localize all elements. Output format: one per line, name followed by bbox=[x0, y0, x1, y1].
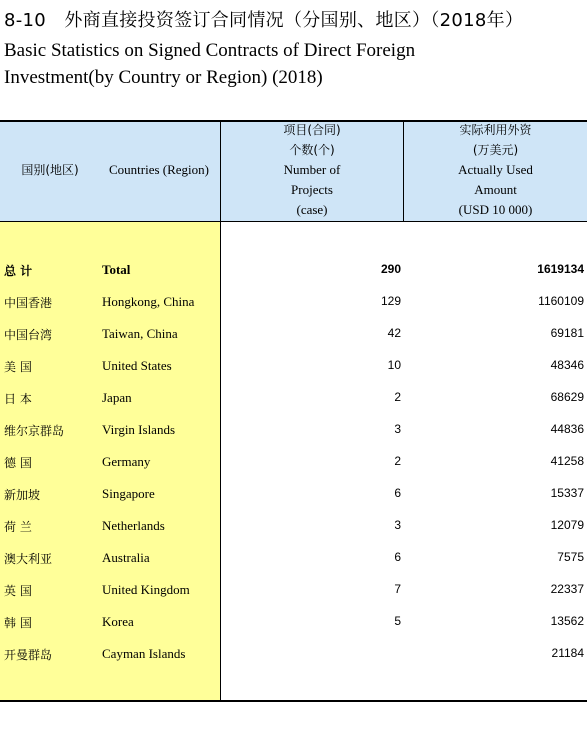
table-row bbox=[0, 574, 587, 606]
page-title-cn: 8-10 外商直接投资签订合同情况（分国别、地区）（2018年） bbox=[4, 10, 524, 31]
row-country-en: Japan bbox=[102, 390, 132, 405]
row-amount: 7575 bbox=[557, 550, 584, 564]
row-projects: 3 bbox=[394, 518, 401, 532]
header-amount bbox=[404, 120, 587, 220]
row-projects: 3 bbox=[394, 422, 401, 436]
table-row bbox=[0, 510, 587, 542]
header-projects bbox=[221, 120, 403, 220]
row-projects: 2 bbox=[394, 390, 401, 404]
table-row bbox=[0, 606, 587, 638]
row-projects: 290 bbox=[380, 262, 401, 276]
row-amount: 21184 bbox=[551, 646, 584, 660]
row-amount: 13562 bbox=[550, 614, 584, 628]
row-projects: 10 bbox=[387, 358, 401, 372]
row-amount: 68629 bbox=[550, 390, 584, 404]
row-projects: 7 bbox=[394, 582, 401, 596]
header-amount-cn-2: (万美元) bbox=[472, 143, 519, 157]
page-title-en-line1: Basic Statistics on Signed Contracts of Direct Foreign bbox=[4, 40, 416, 61]
row-country-cn: 韩 国 bbox=[4, 616, 32, 630]
row-amount: 1160109 bbox=[538, 294, 584, 308]
row-country-en: Cayman Islands bbox=[102, 646, 186, 661]
statistics-table bbox=[0, 120, 587, 702]
header-country-en bbox=[100, 160, 218, 180]
row-amount: 69181 bbox=[550, 326, 584, 340]
row-country-cn: 英 国 bbox=[4, 584, 32, 598]
page-title-en bbox=[4, 37, 584, 91]
row-country-cn: 维尔京群岛 bbox=[4, 424, 65, 438]
header-country-cn: 国别(地区) bbox=[21, 163, 79, 177]
row-country-cn: 开曼群岛 bbox=[4, 648, 53, 662]
row-country-cn: 荷 兰 bbox=[4, 520, 32, 534]
row-projects: 6 bbox=[394, 550, 401, 564]
row-country-cn: 新加坡 bbox=[4, 488, 41, 502]
row-country-cn: 澳大利亚 bbox=[4, 552, 53, 566]
row-country-en: Netherlands bbox=[102, 518, 165, 533]
row-projects: 2 bbox=[394, 454, 401, 468]
row-country-en: Australia bbox=[102, 550, 150, 565]
row-country-en: Taiwan, China bbox=[102, 326, 178, 341]
header-projects-en-2: Projects bbox=[291, 182, 333, 197]
table-row bbox=[0, 446, 587, 478]
row-country-en: Germany bbox=[102, 454, 151, 469]
row-country-en: Singapore bbox=[102, 486, 155, 501]
row-amount: 44836 bbox=[550, 422, 584, 436]
table-row-total bbox=[0, 254, 587, 286]
table-row bbox=[0, 382, 587, 414]
row-country-cn: 中国香港 bbox=[4, 296, 53, 310]
row-amount: 1619134 bbox=[537, 262, 584, 276]
table-row bbox=[0, 542, 587, 574]
row-projects: 129 bbox=[380, 294, 401, 308]
header-projects-unit: (case) bbox=[296, 202, 328, 217]
header-amount-unit: (USD 10 000) bbox=[458, 202, 533, 217]
row-country-cn: 总 计 bbox=[4, 264, 33, 278]
row-country-en: Virgin Islands bbox=[102, 422, 176, 437]
row-country-en: Hongkong, China bbox=[102, 294, 195, 309]
table-bottom-rule bbox=[0, 700, 587, 702]
table-row bbox=[0, 318, 587, 350]
row-country-cn: 德 国 bbox=[4, 456, 32, 470]
row-amount: 15337 bbox=[550, 486, 584, 500]
row-country-cn: 日 本 bbox=[4, 392, 32, 406]
row-projects: 42 bbox=[387, 326, 401, 340]
row-projects: 6 bbox=[394, 486, 401, 500]
page-title-en-line2: Investment(by Country or Region) (2018) bbox=[4, 67, 323, 88]
row-amount: 12079 bbox=[550, 518, 584, 532]
row-country-en: United States bbox=[102, 358, 172, 373]
header-amount-en-1: Actually Used bbox=[458, 162, 533, 177]
row-amount: 41258 bbox=[550, 454, 584, 468]
row-country-en: Total bbox=[102, 262, 131, 277]
header-projects-en-1: Number of bbox=[283, 162, 341, 177]
row-amount: 48346 bbox=[550, 358, 584, 372]
row-projects: 5 bbox=[394, 614, 401, 628]
header-projects-cn-2: 个数(个) bbox=[289, 143, 335, 157]
table-row bbox=[0, 478, 587, 510]
row-country-cn: 美 国 bbox=[4, 360, 32, 374]
row-country-en: Korea bbox=[102, 614, 134, 629]
table-row bbox=[0, 350, 587, 382]
table-row bbox=[0, 286, 587, 318]
header-country-en-text: Countries (Region) bbox=[108, 162, 209, 177]
row-amount: 22337 bbox=[550, 582, 584, 596]
row-country-cn: 中国台湾 bbox=[4, 328, 53, 342]
header-projects-cn-1: 项目(合同) bbox=[283, 123, 341, 137]
table-row bbox=[0, 638, 587, 670]
header-amount-cn-1: 实际利用外资 bbox=[459, 123, 532, 137]
header-amount-en-2: Amount bbox=[474, 182, 517, 197]
row-country-en: United Kingdom bbox=[102, 582, 190, 597]
table-row bbox=[0, 414, 587, 446]
table-header-rule bbox=[0, 221, 587, 222]
